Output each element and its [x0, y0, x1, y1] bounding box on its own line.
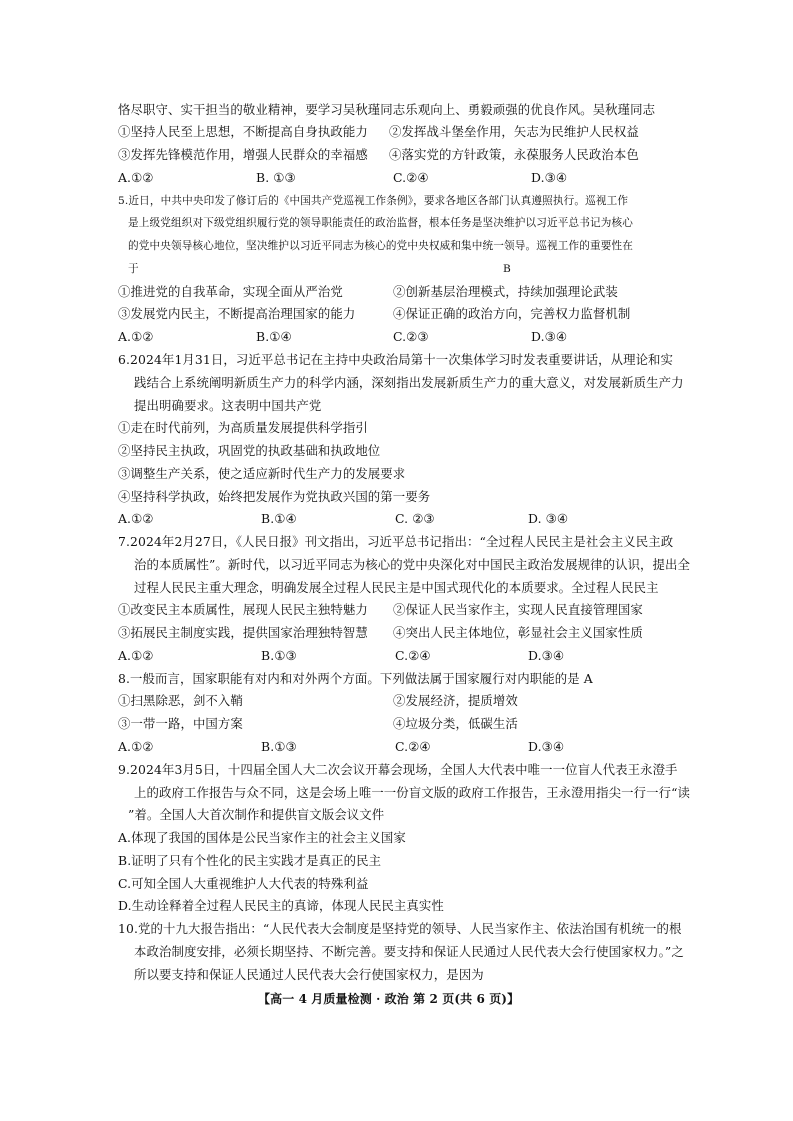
question-9-line: 上的政府工作报告与众不同，这是会场上唯一一份盲文版的政府工作报告，王永澄用指尖一行一行“读: [134, 785, 691, 800]
choice-a: A.①②: [118, 511, 154, 526]
question-8-line: 8.一般而言，国家职能有对内和对外两个方面。下列做法属于国家履行对内职能的是 A: [118, 671, 593, 686]
question-10-line: 所以要支持和保证人民通过人民代表大会行使国家权力，是因为: [134, 967, 484, 982]
question-5-line: 于: [128, 263, 139, 275]
option-1: ①改变民主本质属性，展现人民民主独特魅力: [118, 602, 368, 617]
choice-a: A.①②: [118, 170, 154, 185]
choice-d: D.③④: [531, 329, 568, 344]
choice-c: C.可知全国人大重视维护人大代表的特殊利益: [118, 876, 369, 891]
question-9-line: 9.2024年3月5日，十四届全国人大二次会议开幕会现场，全国人大代表中唯一一位盲人代表王永澄手: [118, 762, 678, 777]
option-4: ④落实党的方针政策，永葆服务人民政治本色: [389, 147, 639, 162]
option-3: ③发展党内民主，不断提高治理国家的能力: [118, 306, 356, 321]
choice-b: B.①④: [256, 329, 292, 344]
choice-d: D.③④: [528, 739, 565, 754]
answer-mark: B: [503, 263, 511, 275]
choice-b: B. ①③: [256, 170, 296, 185]
choice-d: D. ③④: [528, 511, 569, 526]
option-1: ①走在时代前列，为高质量发展提供科学指引: [118, 420, 368, 435]
choice-d: D.③④: [528, 648, 565, 663]
question-10-line: 10.党的十九大报告指出：“人民代表大会制度是坚持党的领导、人民当家作主、依法治国有机统一的根: [118, 921, 682, 936]
option-3: ③一带一路，中国方案: [118, 716, 243, 731]
option-3: ③调整生产关系，使之适应新时代生产力的发展要求: [118, 466, 406, 481]
choice-b: B.①③: [261, 739, 297, 754]
choice-b: B.证明了只有个性化的民主实践才是真正的民主: [118, 853, 382, 868]
choice-a: A.①②: [118, 739, 154, 754]
choice-a: A.①②: [118, 329, 154, 344]
choice-d: D.③④: [531, 170, 568, 185]
question-7-line: 7.2024年2月27日，《人民日报》刊文指出，习近平总书记指出：“全过程人民民主是社会主义民主政: [118, 534, 674, 549]
page-footer: 【高一 4 月质量检测 · 政治 第 2 页(共 6 页)】: [258, 992, 520, 1006]
question-7-line: 过程人民民主重大理念，明确发展全过程人民民主是中国式现代化的本质要求。全过程人民民主: [134, 580, 659, 595]
option-4: ④垃圾分类，低碳生活: [393, 716, 518, 731]
choice-c: C.②④: [393, 170, 429, 185]
option-2: ②创新基层治理模式，持续加强理论武装: [393, 284, 618, 299]
question-5-line: 5.近日，中共中央印发了修订后的《中国共产党巡视工作条例》，要求各地区各部门认真遵照执行。巡视工作: [118, 195, 629, 207]
choice-c: C.②③: [393, 329, 429, 344]
option-4: ④坚持科学执政，始终把发展作为党执政兴国的第一要务: [118, 489, 431, 504]
option-2: ②发展经济，提质增效: [393, 693, 518, 708]
option-2: ②保证人民当家作主，实现人民直接管理国家: [393, 602, 643, 617]
choice-d: D.生动诠释着全过程人民民主的真谛，体现人民民主真实性: [118, 898, 444, 913]
option-2: ②发挥战斗堡垒作用，矢志为民维护人民权益: [389, 124, 639, 139]
option-4: ④突出人民主体地位，彰显社会主义国家性质: [393, 625, 643, 640]
option-1: ①推进党的自我革命，实现全面从严治党: [118, 284, 343, 299]
question-7-line: 治的本质属性”。新时代，以习近平同志为核心的党中央深化对中国民主政治发展规律的认识，提出全: [134, 557, 691, 572]
choice-a: A.体现了我国的国体是公民当家作主的社会主义国家: [118, 830, 406, 845]
question-5-line: 是上级党组织对下级党组织履行党的领导职能责任的政治监督，根本任务是坚决维护以习近平总书记为核心: [128, 217, 633, 229]
option-3: ③拓展民主制度实践，提供国家治理独特智慧: [118, 625, 368, 640]
question-6-line: 6.2024年1月31日，习近平总书记在主持中央政治局第十一次集体学习时发表重要讲话，从理论和实: [118, 352, 674, 367]
choice-c: C. ②③: [395, 511, 435, 526]
choice-b: B.①③: [261, 648, 297, 663]
question-9-line: ”着。全国人大首次制作和提供盲文版会议文件: [128, 807, 385, 822]
option-1: ①扫黑除恶，剑不入鞘: [118, 693, 243, 708]
choice-a: A.①②: [118, 648, 154, 663]
choice-b: B.①④: [261, 511, 297, 526]
question-5-line: 的党中央领导核心地位，坚决维护以习近平同志为核心的党中央权威和集中统一领导。巡视工作的重要性在: [128, 240, 633, 252]
question-10-line: 本政治制度安排，必须长期坚持、不断完善。要支持和保证人民通过人民代表大会行使国家权力。”之: [134, 944, 684, 959]
question-6-line: 提出明确要求。这表明中国共产党: [134, 398, 322, 413]
option-4: ④保证正确的政治方向，完善权力监督机制: [393, 306, 631, 321]
option-1: ①坚持人民至上思想，不断提高自身执政能力: [118, 124, 368, 139]
option-3: ③发挥先锋模范作用，增强人民群众的幸福感: [118, 147, 368, 162]
question-6-line: 践结合上系统阐明新质生产力的科学内涵，深刻指出发展新质生产力的重大意义，对发展新质生产力: [134, 375, 684, 390]
option-2: ②坚持民主执政，巩固党的执政基础和执政地位: [118, 443, 381, 458]
choice-c: C.②④: [395, 739, 431, 754]
choice-c: C.②④: [395, 648, 431, 663]
text-line: 恪尽职守、实干担当的敬业精神，要学习吴秋瑾同志乐观向上、勇毅顽强的优良作风。吴秋瑾同志: [118, 102, 656, 117]
